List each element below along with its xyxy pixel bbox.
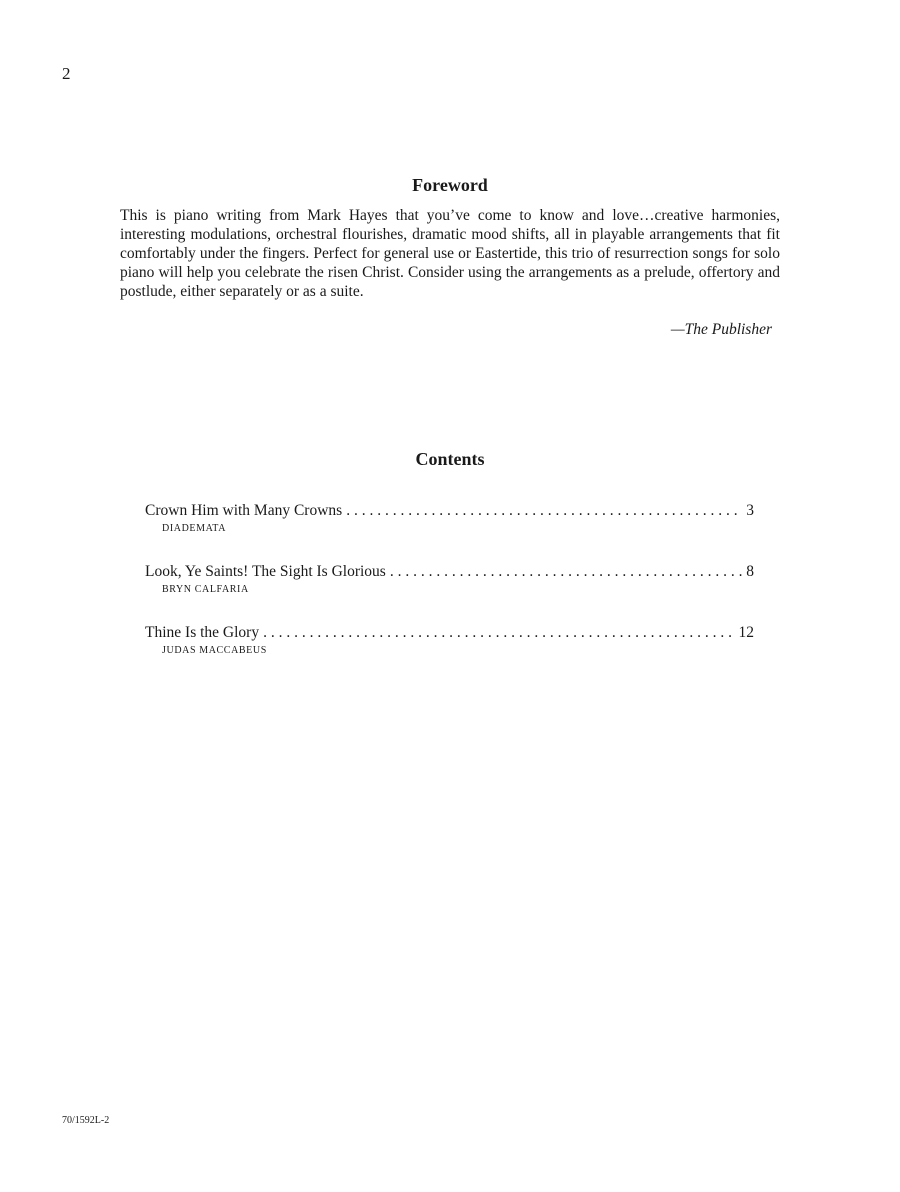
toc-page-number: 3 — [746, 502, 754, 519]
contents-heading: Contents — [415, 449, 485, 469]
foreword-body: This is piano writing from Mark Hayes that you’ve come to know and love…creative harmonies, interesting modulations, orchestral flourishes, dramatic mood shifts, all in playable arrangements that fit comfortably under the fingers. Perfect for general use or Eastertide, this trio of resurrection songs for solo piano will help you celebrate the risen Christ. Consider using the arrangements as a prelude, offertory and postlude, either separately or as a suite. — [120, 207, 780, 300]
toc-entry-crown-him[interactable] — [145, 501, 754, 562]
toc-tune-name: JUDAS MACCABEUS — [162, 645, 267, 656]
toc-title: Thine Is the Glory — [145, 624, 260, 641]
toc-dot-leader — [263, 623, 734, 643]
toc-tune-name: DIADEMATA — [162, 523, 227, 534]
page-number: 2 — [62, 64, 71, 83]
toc-page-number: 12 — [738, 624, 754, 641]
foreword-heading: Foreword — [412, 175, 488, 195]
toc-dot-leader — [346, 501, 742, 521]
foreword-signature: —The Publisher — [670, 321, 772, 338]
toc-entry-thine-is-the-glory[interactable] — [145, 623, 754, 684]
toc-title: Crown Him with Many Crowns — [145, 502, 343, 519]
toc-entry-look-ye-saints[interactable] — [145, 562, 754, 623]
catalog-code: 70/1592L-2 — [62, 1115, 110, 1126]
toc-line — [145, 501, 754, 521]
toc-tune-name: BRYN CALFARIA — [162, 584, 249, 595]
toc-line — [145, 623, 754, 643]
table-of-contents — [145, 501, 754, 684]
toc-line — [145, 562, 754, 582]
toc-title: Look, Ye Saints! The Sight Is Glorious — [145, 563, 386, 580]
toc-dot-leader — [390, 562, 742, 582]
toc-page-number: 8 — [746, 563, 754, 580]
